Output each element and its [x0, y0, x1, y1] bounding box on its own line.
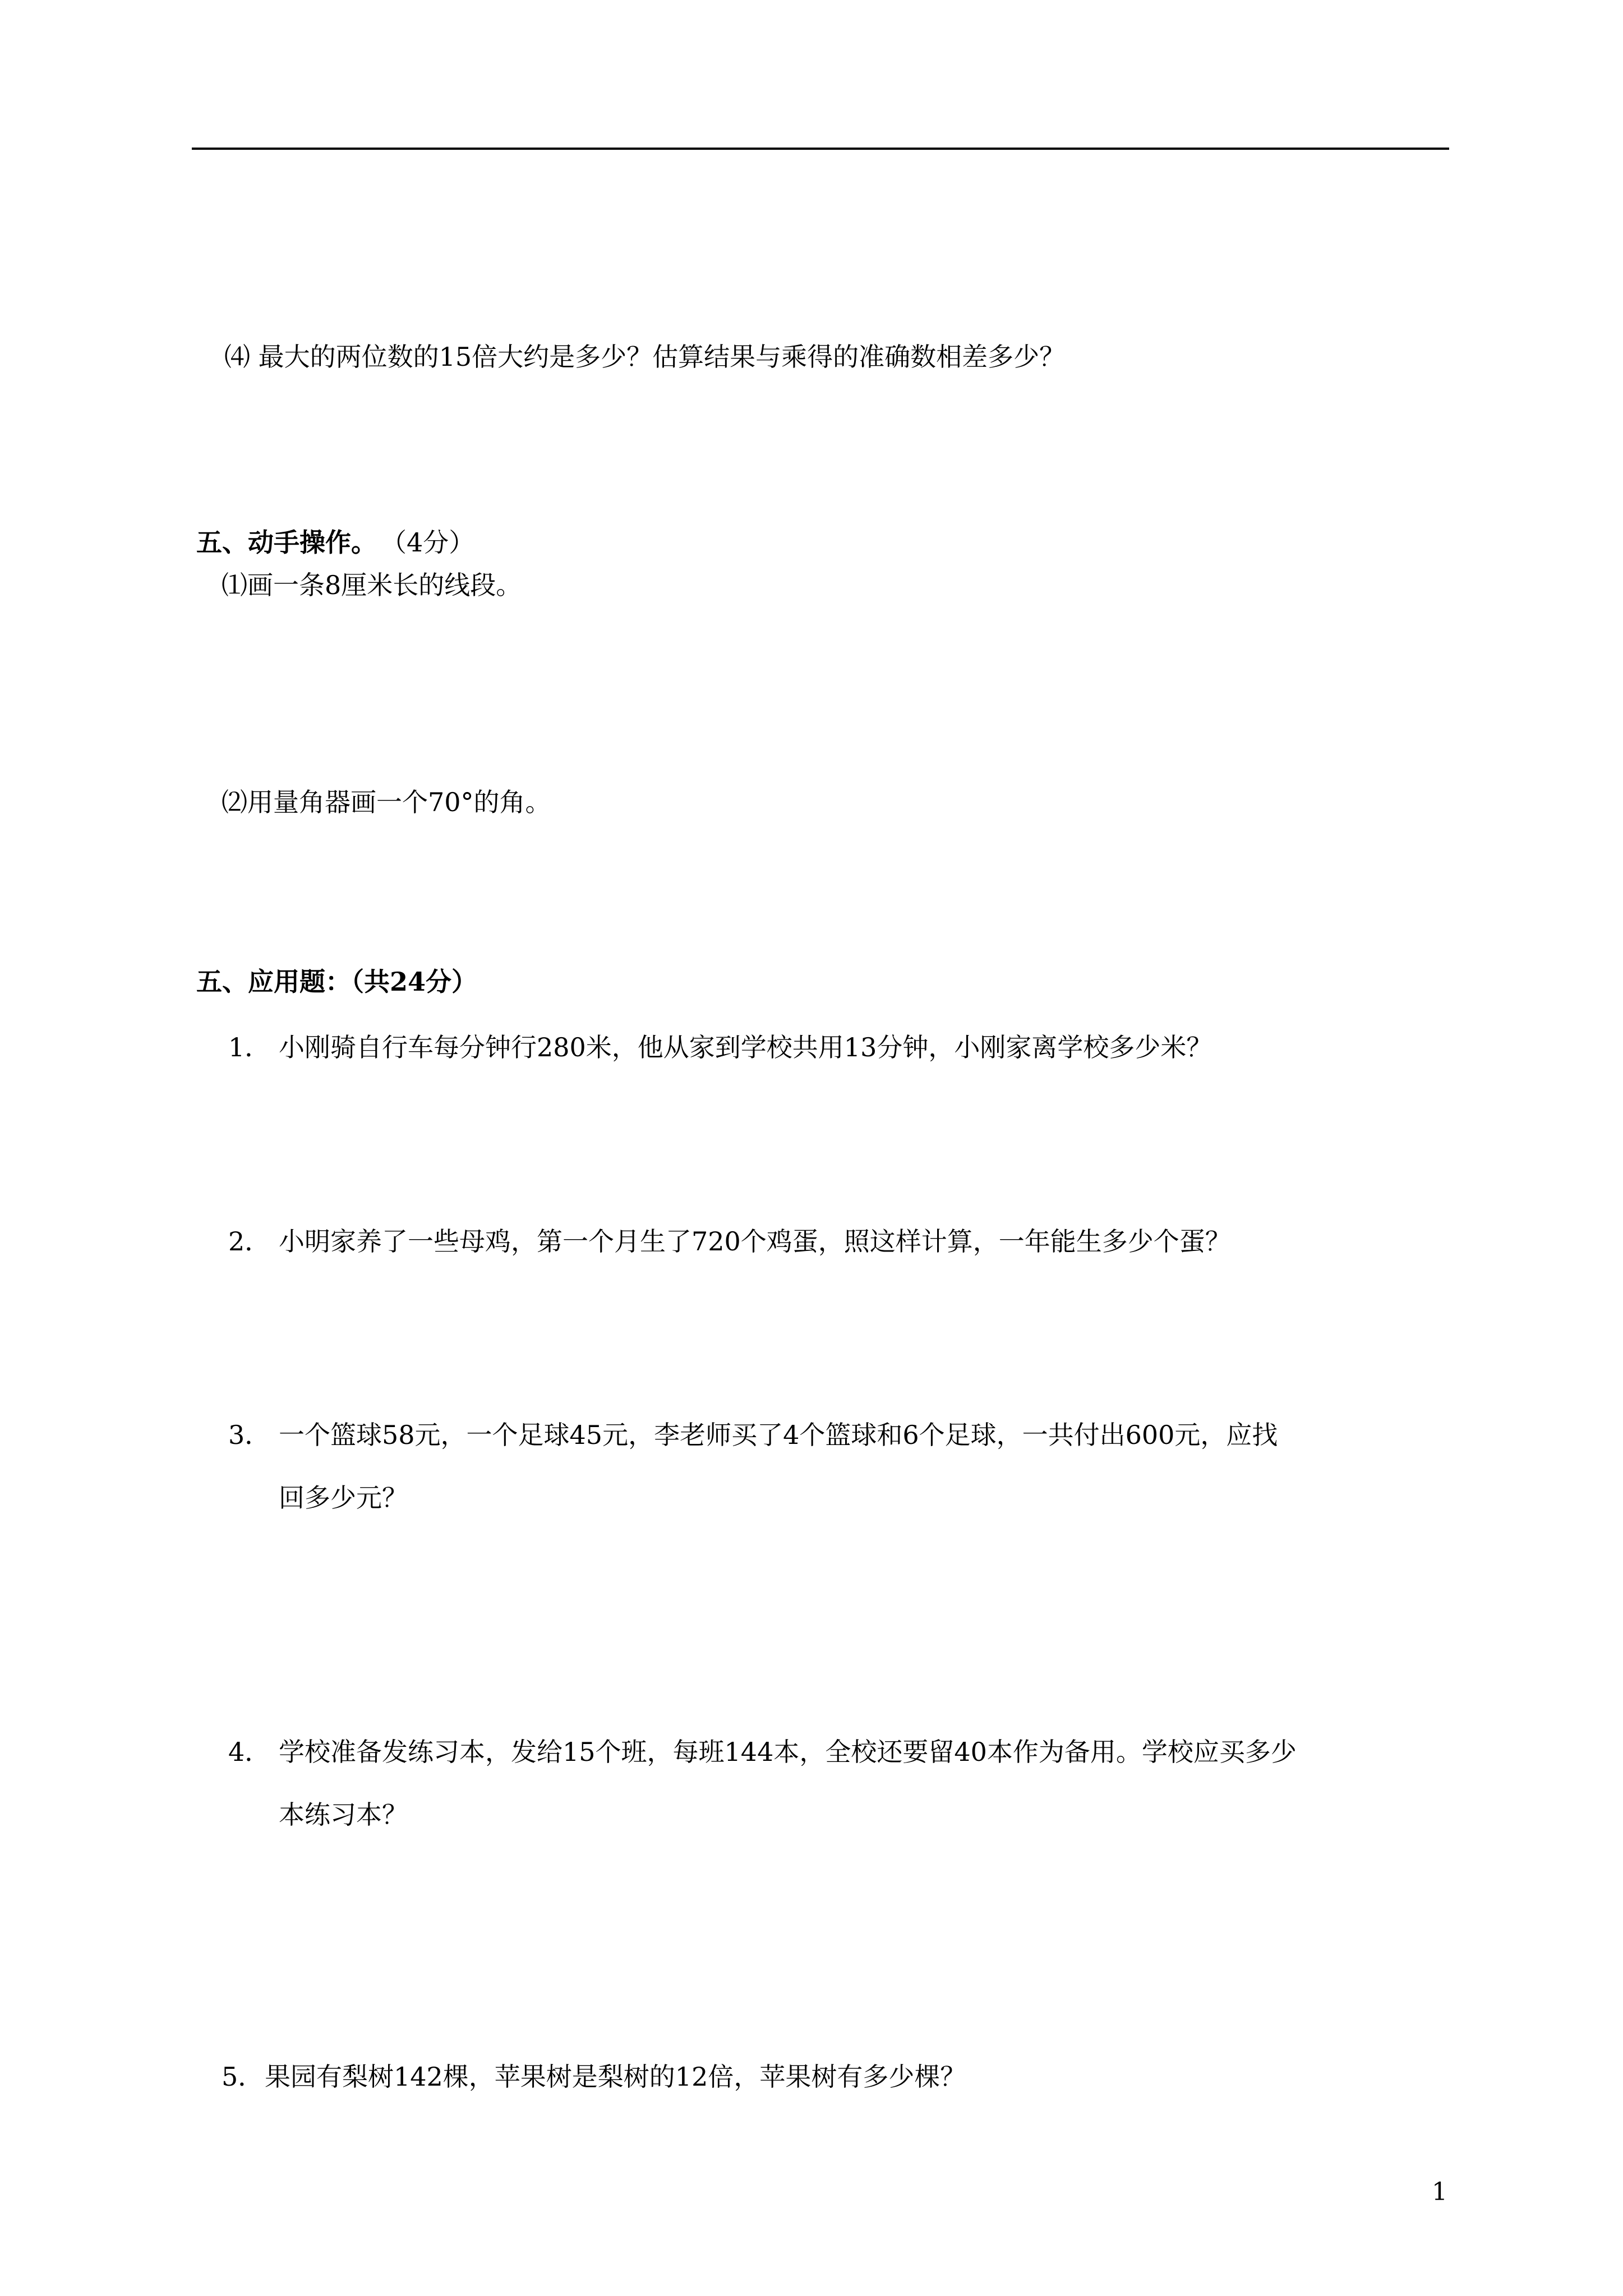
hands-on-question-1: ⑴画一条8厘米长的线段。 — [222, 570, 522, 600]
applied-question-4-text-line-1: 学校准备发练习本，发给15个班，每班144本，全校还要留40本作为备用。学校应买多少 — [279, 1737, 1297, 1767]
section-title-hands-on — [196, 526, 474, 559]
applied-question-3-text-line-1: 一个篮球58元，一个足球45元，李老师买了4个篮球和6个足球，一共付出600元，应找 — [279, 1420, 1278, 1450]
applied-question-3-number: 3． — [228, 1420, 271, 1450]
applied-question-1-text: 小刚骑自行车每分钟行280米，他从家到学校共用13分钟，小刚家离学校多少米？ — [279, 1032, 1212, 1062]
header-rule — [192, 148, 1449, 150]
applied-question-1-number: 1． — [228, 1032, 271, 1062]
applied-question-5-number: 5． — [222, 2062, 264, 2092]
page-number: 1 — [1432, 2178, 1447, 2206]
applied-question-2-number: 2． — [228, 1226, 271, 1257]
applied-question-4-text-line-2: 本练习本？ — [279, 1800, 408, 1830]
applied-question-5-text: 果园有梨树142棵，苹果树是梨树的12倍，苹果树有多少棵？ — [265, 2062, 966, 2092]
applied-question-4-number: 4． — [228, 1737, 271, 1767]
applied-question-2-text: 小明家养了一些母鸡，第一个月生了720个鸡蛋，照这样计算，一年能生多少个蛋？ — [279, 1226, 1231, 1257]
applied-question-3-text-line-2: 回多少元？ — [279, 1483, 408, 1513]
question-4-text: ⑷ 最大的两位数的15倍大约是多少？估算结果与乘得的准确数相差多少？ — [224, 342, 1066, 372]
section-title-applied: 五、应用题：（共24分） — [196, 967, 478, 997]
section-points: （4分） — [394, 527, 475, 558]
section-title-text: 五、动手操作。 — [196, 527, 377, 558]
hands-on-question-2: ⑵用量角器画一个70°的角。 — [222, 787, 551, 817]
